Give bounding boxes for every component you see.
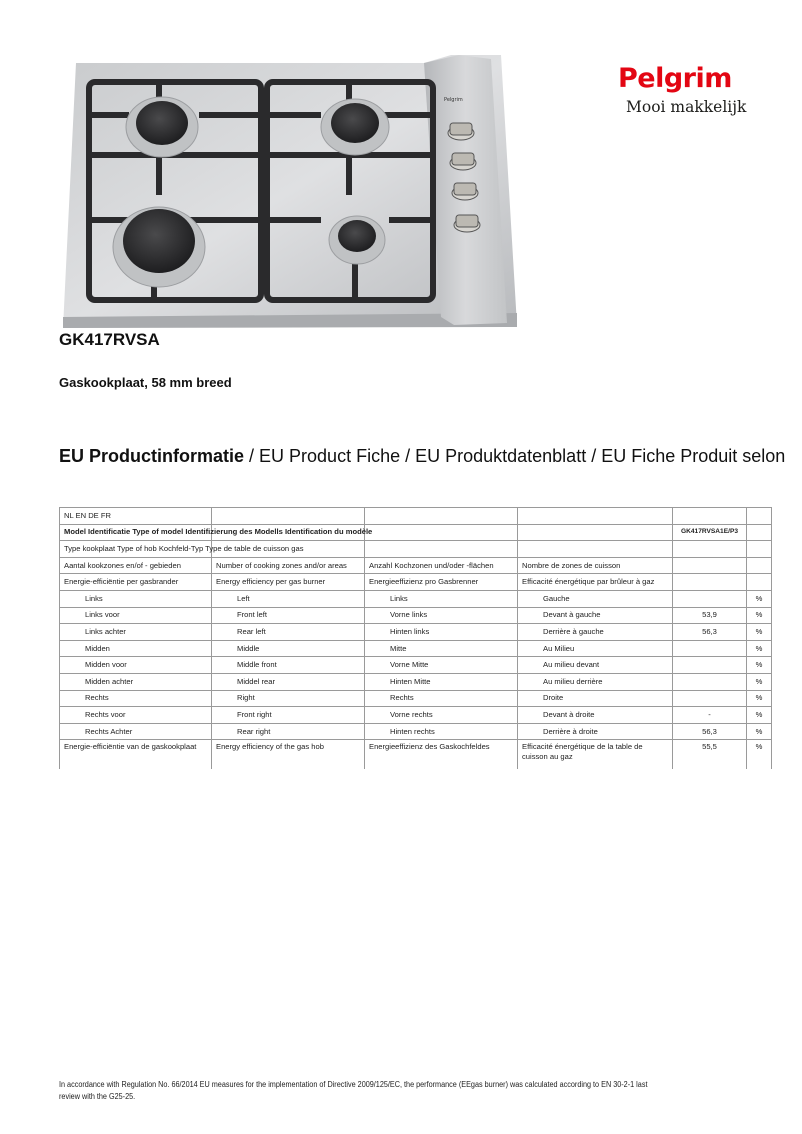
- brand-name: Pelgrim: [618, 63, 732, 94]
- table-row: [60, 707, 772, 724]
- cell-nl: Links voor: [60, 607, 212, 624]
- table-row: [60, 640, 772, 657]
- cell-de: Anzahl Kochzonen und/oder -flächen: [365, 557, 518, 574]
- product-image: [59, 55, 517, 328]
- cell-fr: Devant à droite: [518, 707, 673, 724]
- cell-unit: [747, 574, 772, 591]
- table-row: [60, 723, 772, 740]
- cell-nl: Midden achter: [60, 673, 212, 690]
- cell-value: [673, 574, 747, 591]
- cell-nl: Midden voor: [60, 657, 212, 674]
- cell-unit: %: [747, 590, 772, 607]
- table-row-total-efficiency: [60, 740, 772, 769]
- table-row: [60, 673, 772, 690]
- model-id-label: Model Identificatie Type of model Identifizierung des Modells Identification du modèle: [64, 527, 373, 537]
- cell-value: -: [673, 707, 747, 724]
- cell-de: Vorne Mitte: [365, 657, 518, 674]
- cell-value: 53,9: [673, 607, 747, 624]
- cell-en: Left: [212, 590, 365, 607]
- cell-value: [673, 590, 747, 607]
- svg-text:Pelgrim: Pelgrim: [444, 97, 463, 103]
- cell-nl: Energie-efficiëntie per gasbrander: [60, 574, 212, 591]
- cell-nl: Aantal kookzones en/of - gebieden: [60, 557, 212, 574]
- cell-de: Hinten links: [365, 624, 518, 641]
- cell-value: [673, 640, 747, 657]
- table-row: [60, 574, 772, 591]
- footnote: In accordance with Regulation No. 66/2014 EU measures for the implementation of Directive 2009/125/EC, the performance (EEgas burner) was calculated according to EN 30-2-1 last review with the G25-25.: [59, 1080, 648, 1101]
- cell-fr: Au Milieu: [518, 640, 673, 657]
- cell-en: Rear right: [212, 723, 365, 740]
- cell-unit: [747, 557, 772, 574]
- cell-value: [673, 657, 747, 674]
- languages-cell: NL EN DE FR: [60, 508, 212, 525]
- cell-nl: Rechts voor: [60, 707, 212, 724]
- cell-en: Energy efficiency per gas burner: [212, 574, 365, 591]
- cell-de: Hinten Mitte: [365, 673, 518, 690]
- cell-fr: Nombre de zones de cuisson: [518, 557, 673, 574]
- cell-en: Right: [212, 690, 365, 707]
- table-row: [60, 690, 772, 707]
- table-row: [60, 607, 772, 624]
- cell-fr: Au milieu derrière: [518, 673, 673, 690]
- cell-unit: %: [747, 607, 772, 624]
- cell-nl: Rechts: [60, 690, 212, 707]
- cell-nl: Links achter: [60, 624, 212, 641]
- cell-en: Front left: [212, 607, 365, 624]
- cell-de: Vorne rechts: [365, 707, 518, 724]
- cell-fr: Devant à gauche: [518, 607, 673, 624]
- fiche-title-rest: / EU Product Fiche / EU Produktdatenblatt / EU Fiche Produit selon: [244, 446, 786, 466]
- total-cell-unit: %: [747, 740, 772, 769]
- cell-fr: Derrière à gauche: [518, 624, 673, 641]
- table-row-languages: [60, 508, 772, 525]
- cell-en: Rear left: [212, 624, 365, 641]
- fiche-title-bold: EU Productinformatie: [59, 446, 245, 466]
- product-fiche-table: [59, 507, 772, 769]
- model-subtitle: Gaskookplaat, 58 mm breed: [59, 375, 232, 390]
- cell-nl: Rechts Achter: [60, 723, 212, 740]
- cell-en: Middel rear: [212, 673, 365, 690]
- table-row: [60, 557, 772, 574]
- cell-nl: Midden: [60, 640, 212, 657]
- cell-fr: Efficacité énergétique par brûleur à gaz: [518, 574, 673, 591]
- gas-hob-illustration: [59, 55, 517, 328]
- total-cell-fr: Efficacité énergétique de la table de cuisson au gaz: [518, 740, 673, 769]
- cell-fr: Derrière à droite: [518, 723, 673, 740]
- cell-fr: Au milieu devant: [518, 657, 673, 674]
- cell-value: [673, 673, 747, 690]
- cell-value: 56,3: [673, 723, 747, 740]
- cell-unit: %: [747, 624, 772, 641]
- total-cell-nl: Energie-efficiëntie van de gaskookplaat: [60, 740, 212, 769]
- cell-en: Middle: [212, 640, 365, 657]
- cell-de: Hinten rechts: [365, 723, 518, 740]
- table-row: [60, 624, 772, 641]
- total-cell-en: Energy efficiency of the gas hob: [212, 740, 365, 769]
- cell-value: 56,3: [673, 624, 747, 641]
- cell-fr: Droite: [518, 690, 673, 707]
- total-cell-value: 55,5: [673, 740, 747, 769]
- cell-en: Middle front: [212, 657, 365, 674]
- cell-unit: %: [747, 657, 772, 674]
- cell-value: [673, 557, 747, 574]
- cell-unit: %: [747, 673, 772, 690]
- cell-fr: Gauche: [518, 590, 673, 607]
- cell-unit: %: [747, 707, 772, 724]
- cell-unit: %: [747, 690, 772, 707]
- cell-de: Mitte: [365, 640, 518, 657]
- brand-tagline: Mooi makkelijk: [626, 98, 747, 116]
- cell-de: Energieeffizienz pro Gasbrenner: [365, 574, 518, 591]
- hob-type-label: Type kookplaat Type of hob Kochfeld-Typ Type de table de cuisson gas: [64, 543, 304, 553]
- cell-unit: %: [747, 640, 772, 657]
- cell-en: Number of cooking zones and/or areas: [212, 557, 365, 574]
- cell-nl: Links: [60, 590, 212, 607]
- model-title: GK417RVSA: [59, 330, 160, 349]
- total-cell-de: Energieeffizienz des Gaskochfeldes: [365, 740, 518, 769]
- brand-logo: [618, 64, 788, 117]
- table-row-hob-type: [60, 541, 772, 558]
- cell-unit: %: [747, 723, 772, 740]
- cell-de: Vorne links: [365, 607, 518, 624]
- fiche-title: [59, 446, 785, 467]
- cell-en: Front right: [212, 707, 365, 724]
- cell-de: Rechts: [365, 690, 518, 707]
- model-code: GK417RVSA1E/P3: [673, 524, 747, 541]
- table-row-model-id: [60, 524, 772, 541]
- table-row: [60, 657, 772, 674]
- cell-value: [673, 690, 747, 707]
- table-row: [60, 590, 772, 607]
- cell-de: Links: [365, 590, 518, 607]
